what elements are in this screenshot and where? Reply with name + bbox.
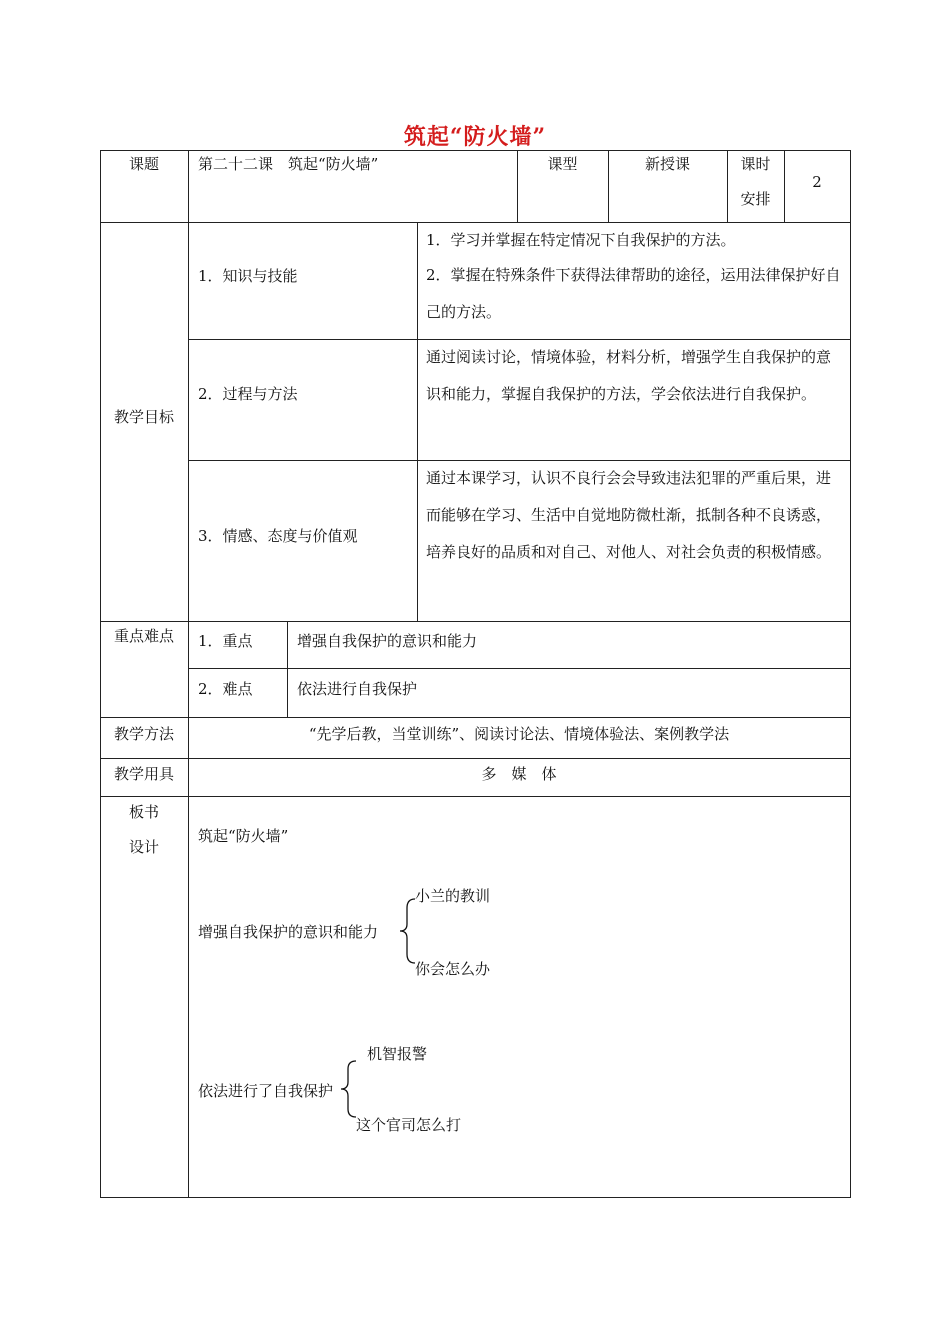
goal-name: 2．过程与方法 xyxy=(198,385,298,403)
table-border xyxy=(100,796,851,797)
topic-value: 第二十二课 筑起“防火墙” xyxy=(198,155,379,173)
goal-description: 1．学习并掌握在特定情况下自我保护的方法。 xyxy=(426,231,736,249)
document-title: 筑起“防火墙” xyxy=(403,124,547,150)
key-point-name: 1．重点 xyxy=(198,632,253,650)
key-point-text: 依法进行自我保护 xyxy=(297,680,418,698)
board-branch-item: 机智报警 xyxy=(367,1045,428,1063)
goals-label: 教学目标 xyxy=(113,408,174,426)
goal-name: 1．知识与技能 xyxy=(198,267,298,285)
teaching-tools-value: 多 媒 体 xyxy=(481,765,557,783)
board-branch-root: 依法进行了自我保护 xyxy=(198,1082,334,1100)
table-border xyxy=(287,621,288,717)
hours-value: 2 xyxy=(812,173,822,191)
goal-name: 3．情感、态度与价值观 xyxy=(198,527,358,545)
table-border xyxy=(100,717,851,718)
board-branch-root: 增强自我保护的意识和能力 xyxy=(198,923,379,941)
board-branch-item: 小兰的教训 xyxy=(415,887,491,905)
table-border xyxy=(100,621,851,622)
goal-description: 2．掌握在特殊条件下获得法律帮助的途径，运用法律保护好自己的方法。 xyxy=(426,266,841,321)
board-branch-item: 这个官司怎么打 xyxy=(356,1116,462,1134)
hours-label: 课时 xyxy=(740,155,771,173)
table-border xyxy=(850,150,851,1198)
table-border xyxy=(100,1197,851,1198)
goal-description: 通过本课学习，认识不良行会会导致违法犯罪的严重后果，进而能够在学习、生活中自觉地防微杜渐，抵制各种不良诱惑，培养良好的品质和对自己、对他人、对社会负责的积极情感。 xyxy=(426,469,832,561)
table-border xyxy=(100,150,851,151)
teaching-tools-label: 教学用具 xyxy=(113,765,174,783)
table-border xyxy=(417,222,418,621)
brace-icon xyxy=(399,898,419,964)
topic-label: 课题 xyxy=(128,155,159,173)
board-heading: 筑起“防火墙” xyxy=(198,827,289,845)
lesson-type-label: 课型 xyxy=(547,155,578,173)
hours-label: 安排 xyxy=(740,190,771,208)
table-border xyxy=(188,150,189,1198)
board-design-label: 设计 xyxy=(128,838,159,856)
board-branch-item: 你会怎么办 xyxy=(415,960,491,978)
key-point-text: 增强自我保护的意识和能力 xyxy=(297,632,478,650)
key-point-name: 2．难点 xyxy=(198,680,253,698)
table-border xyxy=(100,758,851,759)
board-design-label: 板书 xyxy=(128,803,159,821)
brace-icon xyxy=(340,1060,360,1118)
lesson-type-value: 新授课 xyxy=(644,155,690,173)
key-points-label: 重点难点 xyxy=(113,627,174,645)
teaching-method-label: 教学方法 xyxy=(113,725,174,743)
teaching-method-value: “先学后教，当堂训练”、阅读讨论法、情境体验法、案例教学法 xyxy=(308,725,730,743)
goal-description: 通过阅读讨论，情境体验，材料分析，增强学生自我保护的意识和能力，掌握自我保护的方法，学会依法进行自我保护。 xyxy=(426,348,832,403)
table-border xyxy=(100,150,101,1198)
